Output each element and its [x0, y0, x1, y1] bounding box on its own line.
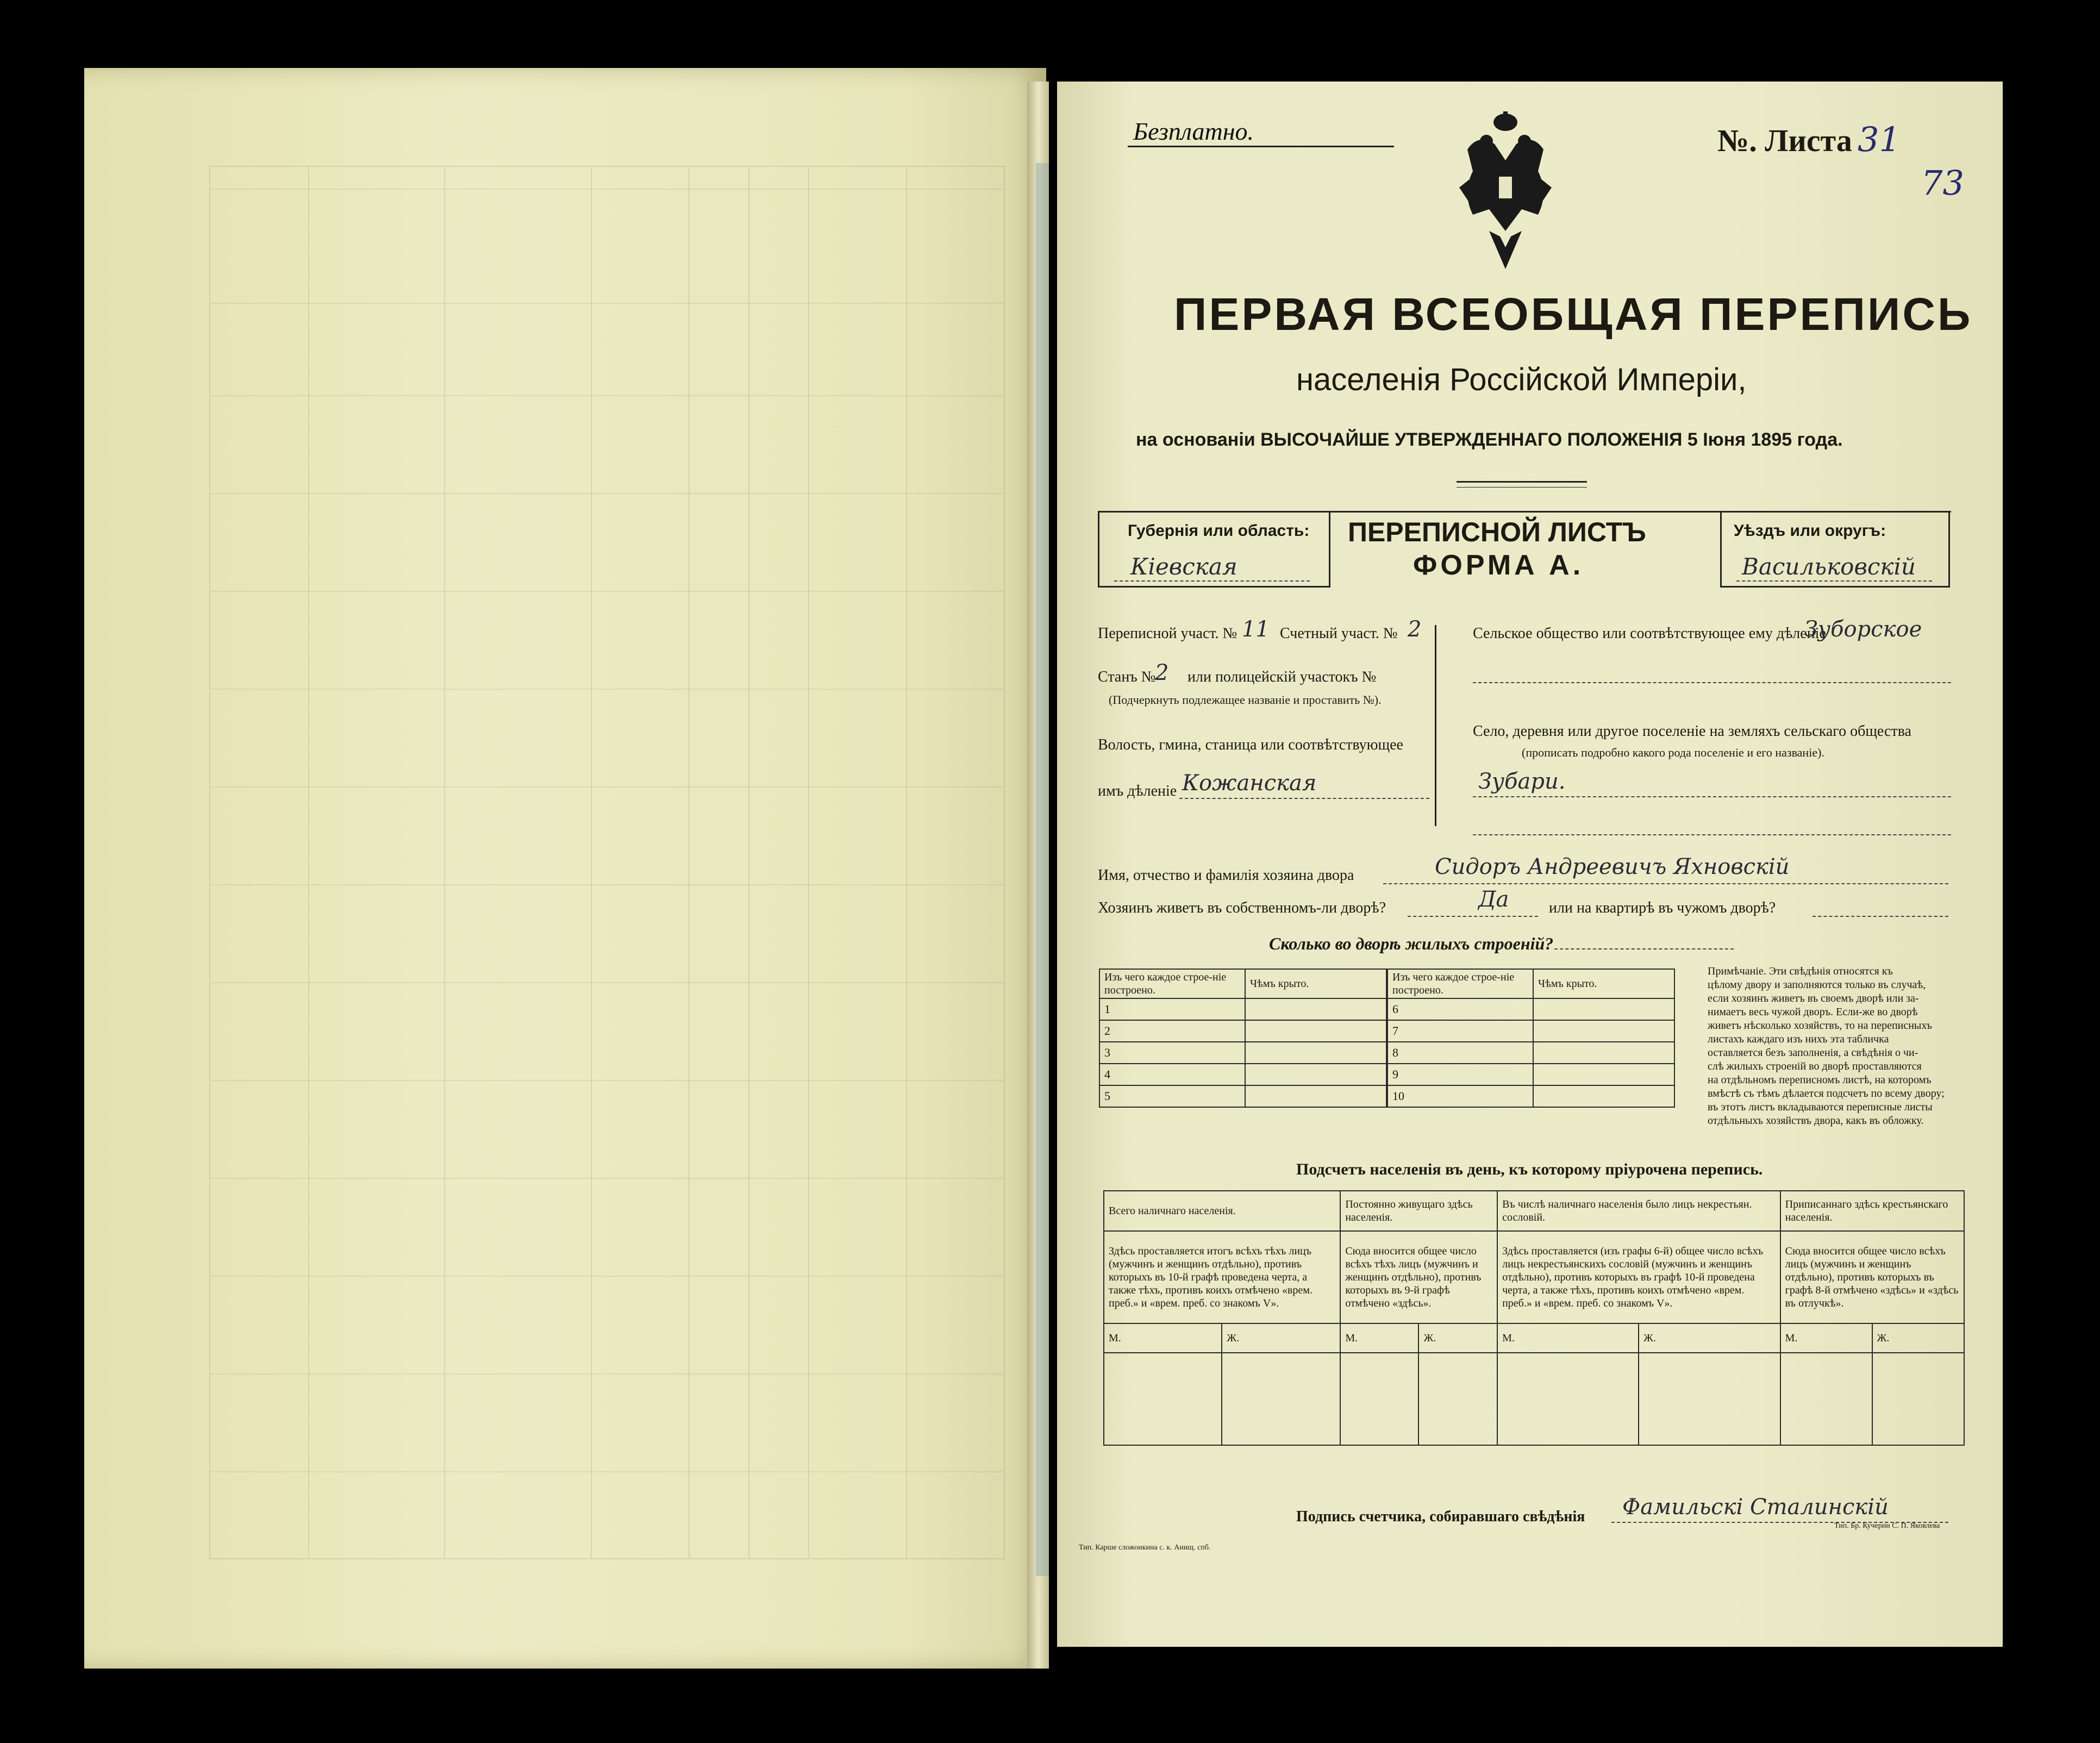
stan-note: (Подчеркнуть подлежащее названіе и проставить №). [1109, 693, 1382, 707]
society-value: Зуборское [1804, 617, 1922, 642]
count-female-4: Ж. [1872, 1323, 1964, 1353]
census-section-label: Переписной участ. № [1098, 625, 1238, 642]
buildings-col-roof-2: Чѣмъ крыто. [1533, 969, 1674, 998]
count-male-2: М. [1340, 1323, 1418, 1353]
table-row: 6 [1388, 998, 1533, 1020]
count-col-desc-4: Сюда вносится общее число всѣхъ лицъ (мужчинъ и женщинъ отдѣльно), противъ которыхъ въ графѣ 8-й отмѣчено «здѣсь» и «здѣсь въ отлучкѣ». [1780, 1231, 1964, 1323]
buildings-col-material-2: Изъ чего каждое строе-ніе построено. [1388, 969, 1533, 998]
count-female-3: Ж. [1639, 1323, 1780, 1353]
district-label: Уѣздъ или округъ: [1734, 522, 1886, 540]
lives-alt-label: или на квартирѣ въ чужомъ дворѣ? [1549, 899, 1776, 916]
double-headed-eagle-emblem [1457, 111, 1554, 274]
count-male-4: М. [1780, 1323, 1872, 1353]
volost-label-2: имъ дѣленіе [1098, 783, 1177, 799]
printer-right: Тип. Бр. Кучерин С. П. Яковлева [1834, 1522, 1940, 1530]
table-row: 7 [1388, 1020, 1533, 1042]
table-row: 2 [1099, 1020, 1245, 1042]
signature-value: Фамильскі Сталинскій [1622, 1495, 1889, 1520]
count-col-head-1: Всего наличнаго населенія. [1104, 1191, 1340, 1231]
sheet-number-extra: 73 [1921, 163, 1964, 203]
province-value: Кіевская [1130, 553, 1238, 580]
legal-basis: на основаніи ВЫСОЧАЙШЕ УТВЕРЖДЕННАГО ПОЛОЖЕНІЯ 5 Іюня 1895 года. [1136, 429, 1843, 450]
ornamental-divider [1457, 481, 1587, 488]
sheet-number-value: 31 [1858, 120, 1901, 159]
society-label: Сельское общество или соотвѣтствующее ему дѣленіе [1473, 625, 1826, 642]
table-row: 8 [1388, 1042, 1533, 1064]
page-subtitle: населенія Россійской Имперіи, [1296, 362, 1747, 397]
table-row: 9 [1388, 1064, 1533, 1085]
count-title: Подсчетъ населенія въ день, къ которому пріурочена перепись. [1296, 1160, 1763, 1178]
table-row: 4 [1099, 1064, 1245, 1085]
stan-label: Станъ № [1098, 669, 1156, 685]
table-row: 10 [1388, 1085, 1533, 1107]
district-value: Васильковскій [1742, 553, 1916, 580]
buildings-question: Сколько во дворѣ жилыхъ строеній? [1269, 934, 1554, 953]
count-col-desc-2: Сюда вносится общее число всѣхъ тѣхъ лицъ (мужчинъ и женщинъ отдѣльно), противъ которыхъ въ 9-й графѣ отмѣчено «здѣсь». [1340, 1231, 1497, 1323]
count-col-head-2: Постоянно живущаго здѣсь населенія. [1340, 1191, 1497, 1231]
left-page [84, 68, 1046, 1669]
count-male-1: М. [1104, 1323, 1222, 1353]
village-note: (прописать подробно какого рода поселеніе и его названіе). [1522, 746, 1824, 759]
binding-strip [1036, 163, 1049, 1576]
count-col-head-4: Приписаннаго здѣсь крестьянскаго населенія. [1780, 1191, 1964, 1231]
stan-value: 2 [1155, 660, 1169, 685]
printer-left: Тип. Карше сложонкина с. к. Анищ. спб. [1079, 1544, 1211, 1552]
police-label: или полицейскій участокъ № [1188, 669, 1377, 685]
count-female-1: Ж. [1222, 1323, 1340, 1353]
count-section-value: 2 [1408, 617, 1422, 642]
buildings-table-left [1099, 969, 1387, 1108]
signature-label: Подпись счетчика, собиравшаго свѣдѣнія [1296, 1508, 1585, 1525]
lives-value: Да [1478, 887, 1509, 912]
village-label: Село, деревня или другое поселеніе на земляхъ сельскаго общества [1473, 723, 1911, 740]
count-section-label: Счетный участ. № [1280, 625, 1398, 642]
census-section-value: 11 [1242, 617, 1270, 642]
count-female-2: Ж. [1418, 1323, 1497, 1353]
sheet-number-label: №. Листа [1717, 123, 1852, 158]
buildings-col-roof: Чѣмъ крыто. [1245, 969, 1386, 998]
table-row: 5 [1099, 1085, 1245, 1107]
free-label: Безплатно. [1133, 117, 1254, 145]
buildings-table-right [1387, 969, 1675, 1108]
note-block: Примѣчаніе. Эти свѣдѣнія относятся къ цѣлому двору и заполняются только въ случаѣ, если хозяинъ живетъ въ своемъ дворѣ или за- нимаетъ весь чужой дворъ. Если-же во дворѣ живетъ нѣсколько хозяйствъ, то на переписныхъ листахъ каждаго изъ нихъ эта табличка оставляется безъ заполненія, а свѣдѣнія о чи- слѣ жилыхъ строеній во дворѣ проставляются на отдѣльномъ переписномъ листѣ, на которомъ вмѣстѣ съ тѣмъ дѣлается подсчетъ по всему двору; въ этотъ листъ вкладываются переписные листы отдѣльныхъ хозяйствъ двора, какъ въ обложку. [1708, 965, 1945, 1127]
count-col-desc-1: Здѣсь проставляется итогъ всѣхъ тѣхъ лицъ (мужчинъ и женщинъ отдѣльно), противъ которыхъ въ 10-й графѣ проведена черта, а также тѣхъ, противъ коихъ отмѣчено «врем. преб.» и «врем. преб. со знакомъ V». [1104, 1231, 1340, 1323]
table-row: 3 [1099, 1042, 1245, 1064]
owner-label: Имя, отчество и фамилія хозяина двора [1098, 867, 1354, 884]
population-count-table [1103, 1190, 1965, 1446]
volost-label-1: Волость, гмина, станица или соотвѣтствующее [1098, 736, 1403, 753]
count-col-desc-3: Здѣсь проставляется (изъ графы 6-й) общее число всѣхъ лицъ некрестьянскихъ сословій (мужчинъ и женщинъ отдѣльно), противъ которыхъ въ графѣ 10-й проведена черта, а также тѣхъ, противъ коихъ отмѣчено «врем. преб.» и «врем. преб. со знакомъ V». [1497, 1231, 1780, 1323]
table-row: 1 [1099, 998, 1245, 1020]
count-male-3: М. [1497, 1323, 1639, 1353]
village-value: Зубари. [1478, 769, 1566, 794]
faint-table-grid [209, 166, 1005, 1559]
lives-label: Хозяинъ живетъ въ собственномъ-ли дворѣ? [1098, 899, 1386, 916]
buildings-col-material: Изъ чего каждое строе-ніе построено. [1099, 969, 1245, 998]
count-col-head-3: Въ числѣ наличнаго населенія было лицъ некрестьян. сословій. [1497, 1191, 1780, 1231]
owner-value: Сидоръ Андреевичъ Яхновскій [1435, 854, 1790, 879]
volost-value: Кожанская [1182, 771, 1317, 796]
province-label: Губернія или область: [1128, 522, 1310, 540]
sheet-title: ПЕРЕПИСНОЙ ЛИСТЪ [1348, 517, 1646, 547]
form-type: ФОРМА А. [1413, 549, 1584, 581]
page-title: ПЕРВАЯ ВСЕОБЩАЯ ПЕРЕПИСЬ [1174, 289, 1973, 340]
